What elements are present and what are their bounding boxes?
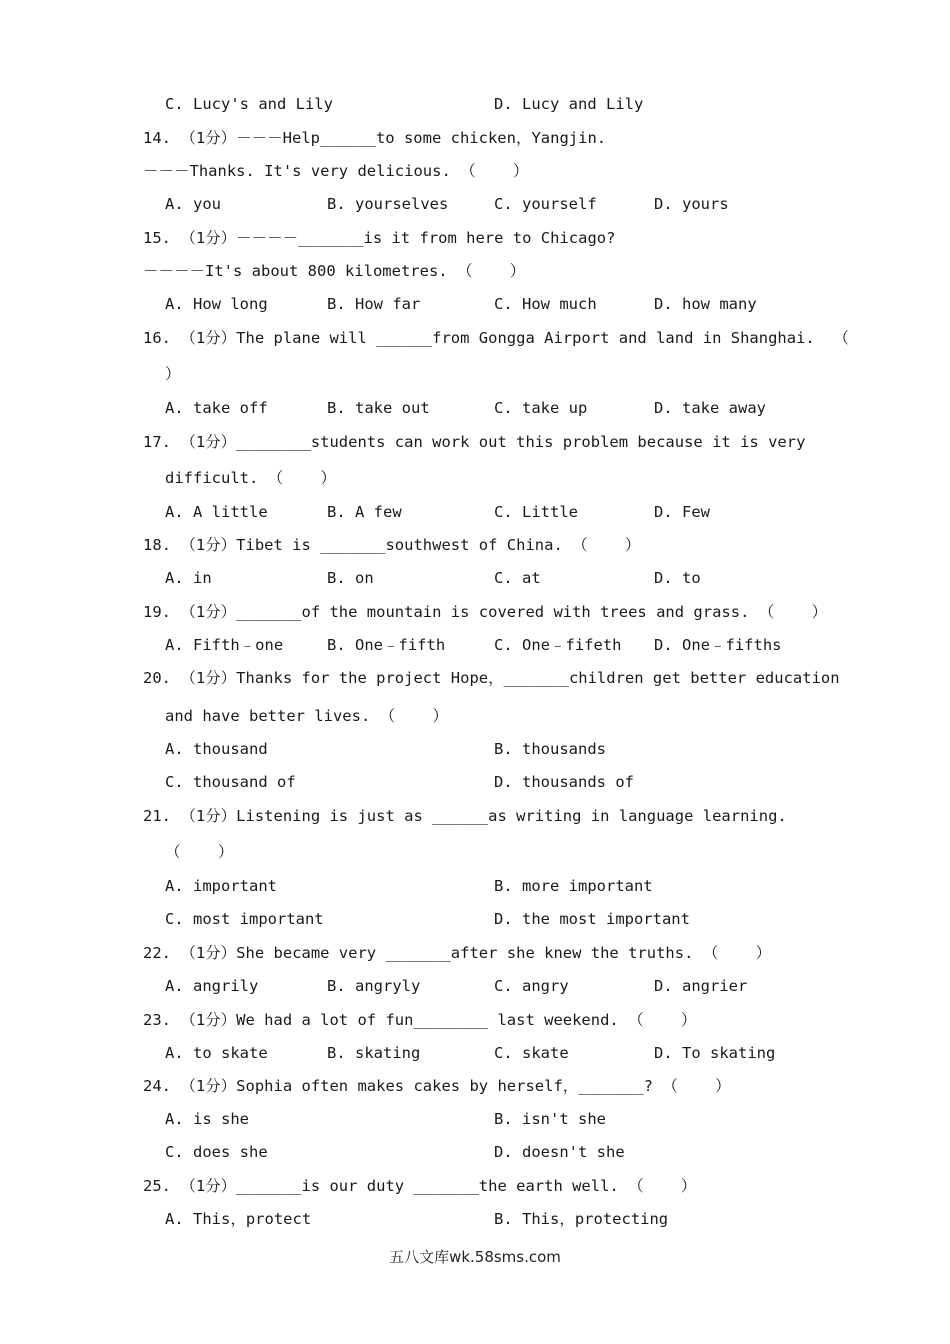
q14-option-a: A. you <box>165 195 221 213</box>
q17-stem-line2: difficult. （ ） <box>165 469 336 487</box>
q21-stem-line2: （ ） <box>165 843 234 861</box>
q17-option-a: A. A little <box>165 503 268 521</box>
q23-option-a: A. to skate <box>165 1044 268 1062</box>
q14-stem: 14. （1分）－－－Help______to some chicken，Yangjin. <box>143 129 607 147</box>
q16-option-c: C. take up <box>494 399 588 417</box>
q21-stem: 21. （1分）Listening is just as ______as writing in language learning. <box>143 807 787 825</box>
q24-option-c: C. does she <box>165 1143 268 1161</box>
q18-option-c: C. at <box>494 569 541 587</box>
q20-stem: 20. （1分）Thanks for the project Hope，_______children get better education <box>143 669 840 687</box>
q22-stem: 22. （1分）She became very _______after she knew the truths. （ ） <box>143 944 772 962</box>
q22-option-c: C. angry <box>494 977 569 995</box>
q16-option-b: B. take out <box>327 399 430 417</box>
q24-option-a: A. is she <box>165 1110 249 1128</box>
q21-option-a: A. important <box>165 877 277 895</box>
q18-option-a: A. in <box>165 569 212 587</box>
q19-option-d: D. One﹣fifths <box>654 636 782 654</box>
q16-stem: 16. （1分）The plane will ______from Gongga Airport and land in Shanghai. （ <box>143 329 849 347</box>
q23-option-c: C. skate <box>494 1044 569 1062</box>
q14-option-b: B. yourselves <box>327 195 449 213</box>
q17-stem: 17. （1分）________students can work out this problem because it is very <box>143 433 806 451</box>
q25-option-a: A. This，protect <box>165 1210 312 1228</box>
q16-option-d: D. take away <box>654 399 766 417</box>
page-footer-watermark: 五八文库wk.58sms.com <box>389 1248 561 1266</box>
q17-option-c: C. Little <box>494 503 578 521</box>
q17-option-b: B. A few <box>327 503 402 521</box>
q13-option-c: C. Lucy's and Lily <box>165 95 333 113</box>
q24-option-b: B. isn't she <box>494 1110 606 1128</box>
q20-option-b: B. thousands <box>494 740 606 758</box>
q21-option-c: C. most important <box>165 910 324 928</box>
q24-stem: 24. （1分）Sophia often makes cakes by herself，_______? （ ） <box>143 1077 731 1095</box>
q19-option-b: B. One﹣fifth <box>327 636 446 654</box>
q15-option-d: D. how many <box>654 295 757 313</box>
q23-option-b: B. skating <box>327 1044 421 1062</box>
q19-option-a: A. Fifth﹣one <box>165 636 284 654</box>
q20-option-c: C. thousand of <box>165 773 296 791</box>
q16-option-a: A. take off <box>165 399 268 417</box>
q23-option-d: D. To skating <box>654 1044 776 1062</box>
q15-stem: 15. （1分）－－－－_______is it from here to Chicago? <box>143 229 616 247</box>
q17-option-d: D. Few <box>654 503 710 521</box>
q20-stem-line2: and have better lives. （ ） <box>165 707 448 725</box>
q21-option-b: B. more important <box>494 877 653 895</box>
q18-option-b: B. on <box>327 569 374 587</box>
q19-stem: 19. （1分）_______of the mountain is covered with trees and grass. （ ） <box>143 603 828 621</box>
q25-stem: 25. （1分）_______is our duty _______the earth well. （ ） <box>143 1177 697 1195</box>
q15-option-b: B. How far <box>327 295 421 313</box>
q15-option-c: C. How much <box>494 295 597 313</box>
q22-option-a: A. angrily <box>165 977 259 995</box>
q20-option-a: A. thousand <box>165 740 268 758</box>
q15-option-a: A. How long <box>165 295 268 313</box>
q14-option-d: D. yours <box>654 195 729 213</box>
q25-option-b: B. This，protecting <box>494 1210 669 1228</box>
q24-option-d: D. doesn't she <box>494 1143 625 1161</box>
q23-stem: 23. （1分）We had a lot of fun________ last weekend. （ ） <box>143 1011 697 1029</box>
q14-option-c: C. yourself <box>494 195 597 213</box>
q22-option-b: B. angryly <box>327 977 421 995</box>
q18-option-d: D. to <box>654 569 701 587</box>
q19-option-c: C. One﹣fifeth <box>494 636 622 654</box>
q13-option-d: D. Lucy and Lily <box>494 95 644 113</box>
q16-stem-line2: ） <box>165 365 181 383</box>
q20-option-d: D. thousands of <box>494 773 634 791</box>
q14-stem-line2: －－－Thanks. It's very delicious. （ ） <box>143 162 529 180</box>
q22-option-d: D. angrier <box>654 977 748 995</box>
q18-stem: 18. （1分）Tibet is _______southwest of China. （ ） <box>143 536 641 554</box>
q21-option-d: D. the most important <box>494 910 690 928</box>
q15-stem-line2: －－－－It's about 800 kilometres. （ ） <box>143 262 526 280</box>
